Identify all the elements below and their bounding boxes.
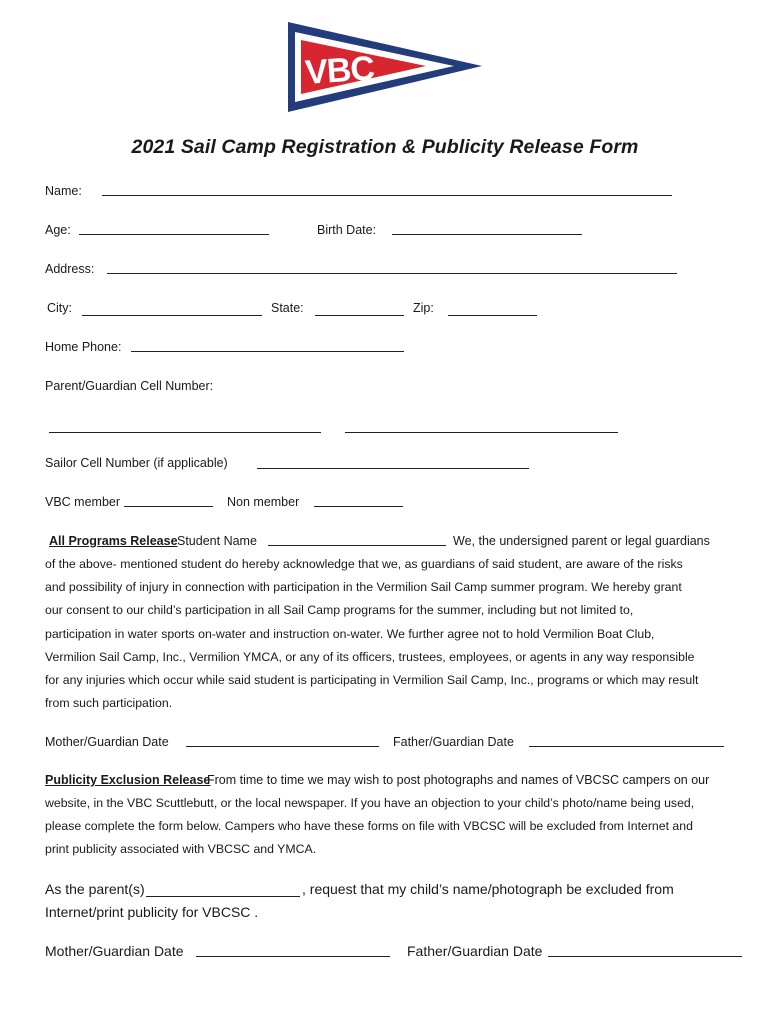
publicity-father-signature-field[interactable] bbox=[548, 956, 742, 957]
all-programs-release-heading: All Programs Release bbox=[49, 534, 178, 548]
age-label: Age: bbox=[45, 223, 71, 237]
name-field[interactable] bbox=[102, 195, 672, 196]
zip-field[interactable] bbox=[448, 315, 537, 316]
parent-line2: Internet/print publicity for VBCSC . bbox=[45, 904, 259, 920]
parent-cell-label: Parent/Guardian Cell Number: bbox=[45, 379, 214, 393]
release-line: of the above- mentioned student do hereby acknowledge that we, as guardians of said student, are aware of the risks bbox=[45, 557, 683, 571]
parent-name-field[interactable] bbox=[146, 896, 300, 897]
release-line: Vermilion Sail Camp, Inc., Vermilion YMCA, or any of its officers, trustees, employees, or agents in any way responsible bbox=[45, 649, 695, 664]
sailor-cell-label: Sailor Cell Number (if applicable) bbox=[45, 456, 228, 470]
release-line1-tail: We, the undersigned parent or legal guardians bbox=[453, 534, 710, 548]
non-member-label: Non member bbox=[227, 495, 300, 509]
publicity-line: print publicity associated with VBCSC and YMCA. bbox=[45, 842, 317, 857]
logo-text: VBC bbox=[303, 49, 376, 92]
publicity-mother-signature-field[interactable] bbox=[196, 956, 390, 957]
name-label: Name: bbox=[45, 184, 82, 198]
student-name-field[interactable] bbox=[268, 545, 446, 546]
release-line: participation in water sports on-water and instruction on-water. We further agree not to hold Vermilion Boat Club, bbox=[45, 626, 655, 641]
form-title: 2021 Sail Camp Registration & Publicity Release Form bbox=[131, 136, 639, 158]
publicity-exclusion-heading: Publicity Exclusion Release bbox=[45, 773, 211, 787]
age-field[interactable] bbox=[79, 234, 269, 235]
vbc-member-label: VBC member bbox=[45, 495, 121, 509]
release-father-signature-field[interactable] bbox=[529, 746, 724, 747]
birth-date-label: Birth Date: bbox=[317, 223, 377, 237]
release-line: for any injuries which occur while said student is participating in Vermilion Sail Camp, Inc., programs or which may result bbox=[45, 673, 699, 688]
release-line: from such participation. bbox=[45, 696, 173, 711]
publicity-body bbox=[45, 792, 735, 862]
publicity-father-date-label: Father/Guardian Date bbox=[407, 943, 543, 959]
parent-cell-field-1[interactable] bbox=[49, 432, 321, 433]
vbc-pennant-logo bbox=[286, 20, 486, 116]
city-label: City: bbox=[47, 301, 72, 315]
zip-label: Zip: bbox=[413, 301, 434, 315]
parent-prefix: As the parent(s) bbox=[45, 881, 145, 897]
home-phone-field[interactable] bbox=[131, 351, 404, 352]
parent-suffix: , request that my child’s name/photograph be excluded from bbox=[302, 881, 674, 897]
parent-cell-field-2[interactable] bbox=[345, 432, 618, 433]
state-label: State: bbox=[271, 301, 304, 315]
address-field[interactable] bbox=[107, 273, 677, 274]
release-line: and possibility of injury in connection with participation in the Vermilion Sail Camp summer program. We hereby grant bbox=[45, 580, 682, 595]
publicity-line: please complete the form below. Campers who have these forms on file with VBCSC will be excluded from Internet and bbox=[45, 819, 693, 834]
release-mother-date-label: Mother/Guardian Date bbox=[45, 735, 169, 749]
release-mother-signature-field[interactable] bbox=[186, 746, 379, 747]
student-name-label: Student Name bbox=[177, 534, 257, 548]
home-phone-label: Home Phone: bbox=[45, 340, 122, 354]
non-member-field[interactable] bbox=[314, 506, 403, 507]
vbc-member-field[interactable] bbox=[124, 506, 213, 507]
publicity-line: website, in the VBC Scuttlebutt, or the local newspaper. If you have an objection to your child’s photo/name being used, bbox=[45, 796, 695, 810]
sailor-cell-field[interactable] bbox=[257, 468, 529, 469]
release-body bbox=[45, 553, 735, 715]
city-field[interactable] bbox=[82, 315, 262, 316]
release-father-date-label: Father/Guardian Date bbox=[393, 735, 514, 749]
release-line: our consent to our child’s participation in all Sail Camp programs for the summer, including but not limited to, bbox=[45, 603, 634, 618]
birth-date-field[interactable] bbox=[392, 234, 582, 235]
address-label: Address: bbox=[45, 262, 95, 276]
publicity-mother-date-label: Mother/Guardian Date bbox=[45, 943, 184, 959]
state-field[interactable] bbox=[315, 315, 404, 316]
publicity-line1-tail: From time to time we may wish to post photographs and names of VBCSC campers on our bbox=[207, 773, 710, 787]
